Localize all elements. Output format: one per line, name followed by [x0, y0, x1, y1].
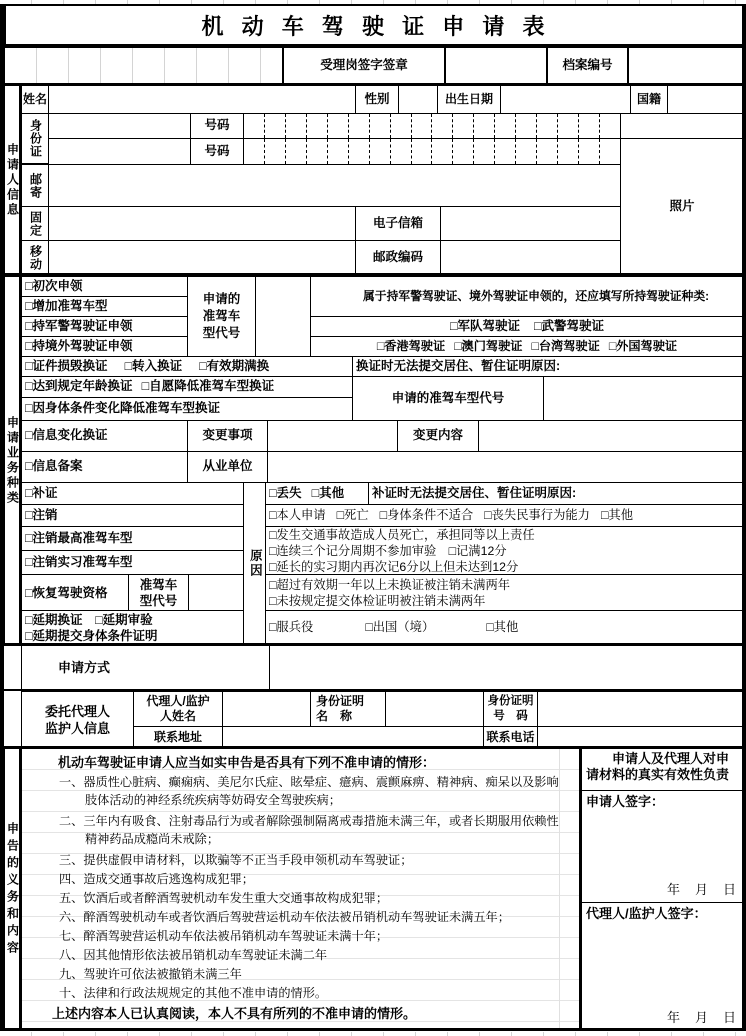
checkbox-option[interactable]: □延期换证 — [25, 612, 83, 627]
declaration-item: 三、提供虚假申请材料，以欺骗等不正当手段申领机动车驾驶证； — [59, 853, 413, 867]
birthdate-field[interactable] — [500, 85, 631, 114]
checkbox-option[interactable]: □延期提交身体条件证明 — [25, 628, 158, 643]
cancel-reason-options — [265, 504, 744, 527]
id-digit-cell[interactable] — [515, 114, 536, 138]
section-label-applicant-info: 申请人信息 — [4, 85, 21, 275]
mailing-address-field[interactable] — [48, 164, 621, 207]
email-label: 电子信箱 — [355, 206, 441, 241]
checkbox-option[interactable]: □丢失 — [269, 485, 302, 500]
id-digit-cell[interactable] — [599, 139, 620, 164]
gender-field[interactable] — [398, 85, 438, 114]
agent-id-number-label — [483, 691, 538, 727]
checkbox-option[interactable]: □补证 — [21, 482, 244, 505]
agent-id-name-line1: 身份证明 — [316, 694, 365, 708]
checkbox-option[interactable]: □未按规定提交体检证明被注销未满两年 — [269, 593, 486, 608]
checkbox-option[interactable]: □有效期满换 — [199, 358, 270, 373]
agent-id-name-line2: 名 称 — [316, 709, 353, 723]
loss-reason-note: 补证时无法提交居住、暂住证明原因: — [368, 482, 744, 505]
id-digit-cell[interactable] — [244, 139, 264, 164]
recover-code-label: 准驾车型代号 — [128, 574, 189, 611]
file-number-label: 档案编号 — [547, 47, 628, 85]
id-digit-cell[interactable] — [578, 139, 599, 164]
mobile-label: 移动 — [21, 240, 49, 275]
contact-phone-field[interactable] — [537, 726, 744, 748]
id-digit-cell[interactable] — [452, 139, 473, 164]
id-digit-cell[interactable] — [494, 114, 515, 138]
revoke-reason-lines — [265, 526, 744, 575]
exchange-code-field[interactable] — [543, 376, 744, 421]
file-number-field[interactable] — [628, 47, 744, 85]
checkbox-option[interactable]: □武警驾驶证 — [534, 318, 605, 333]
id-digit-cell[interactable] — [348, 114, 369, 138]
agent-section-line1: 委托代理人 — [44, 703, 110, 719]
checkbox-option[interactable]: □死亡 — [336, 507, 369, 522]
checkbox-option[interactable]: □增加准驾车型 — [21, 296, 188, 317]
employer-field[interactable] — [267, 451, 744, 483]
checkbox-option[interactable]: □初次申领 — [21, 276, 188, 297]
permitted-vehicle-code-label: 申请的准驾车型代号 — [187, 276, 256, 357]
id-number-label-1: 号码 — [190, 113, 244, 139]
id-digit-cell[interactable] — [390, 139, 411, 164]
exchange-code-label: 申请的准驾车型代号 — [352, 376, 544, 421]
checkbox-option[interactable]: □注销最高准驾车型 — [21, 526, 244, 551]
divider — [4, 1028, 744, 1031]
id-digit-cell[interactable] — [369, 139, 390, 164]
email-field[interactable] — [440, 206, 621, 241]
checkbox-option[interactable]: □注销实习准驾车型 — [21, 550, 244, 575]
id-digit-cell[interactable] — [244, 114, 264, 138]
landline-label: 固定 — [21, 206, 49, 241]
declaration-item: 十、法律和行政法规规定的其他不准申请的情形。 — [59, 986, 328, 1000]
agent-id-number-field[interactable] — [537, 691, 744, 727]
nationality-label: 国籍 — [630, 85, 668, 114]
defer-reason-options — [265, 610, 744, 645]
responsibility-note: 申请人及代理人对申请材料的真实有效性负责 — [580, 748, 744, 791]
change-content-field[interactable] — [478, 420, 744, 452]
mailing-address-label: 邮寄 — [21, 164, 49, 207]
declaration-item: 六、醉酒驾驶机动车或者饮酒后驾驶营运机动车依法被吊销机动车驾驶证未满五年； — [59, 910, 510, 924]
applicant-signature-box[interactable] — [580, 790, 744, 903]
id-digit-cell[interactable] — [515, 139, 536, 164]
agent-section-line2: 监护人信息 — [44, 720, 110, 736]
section-label-declaration: 申告的义务和内容 — [4, 748, 21, 1031]
agent-id-name-label — [310, 691, 386, 727]
regional-license-options — [310, 336, 744, 357]
military-license-options — [310, 316, 744, 337]
checkbox-option[interactable]: □本人申请 — [269, 507, 326, 522]
change-content-label: 变更内容 — [397, 420, 479, 452]
checkbox-option[interactable]: □超过有效期一年以上未换证被注销未满两年 — [269, 577, 511, 592]
foreign-license-note: 属于持军警驾驶证、境外驾驶证申领的，还应填写所持驾驶证种类: — [310, 276, 744, 317]
id-digit-cell[interactable] — [411, 114, 432, 138]
mobile-field[interactable] — [48, 240, 356, 275]
section-label-business-type: 申请业务种类 — [4, 276, 21, 645]
declaration-text — [21, 748, 580, 1031]
sheet-gridline-strip-bottom — [0, 1032, 746, 1036]
contact-address-label: 联系地址 — [133, 726, 223, 748]
id-digit-cell[interactable] — [264, 139, 285, 164]
photo-box[interactable]: 照片 — [620, 138, 744, 275]
id-digit-cell[interactable] — [494, 139, 515, 164]
page-title: 机 动 车 驾 驶 证 申 请 表 — [4, 4, 744, 47]
birthdate-label: 出生日期 — [437, 85, 501, 114]
defer-options-cell — [21, 610, 244, 645]
checkbox-option[interactable]: □自愿降低准驾车型换证 — [141, 379, 275, 394]
declaration-item: 一、器质性心脏病、癫痫病、美尼尔氏症、眩晕症、癔病、震颤麻痹、精神病、痴呆以及影响肢体活动的神经系统疾病等妨碍安全驾驶疾病； — [59, 775, 559, 807]
declaration-item: 八、因其他情形依法被吊销机动车驾驶证未满二年 — [59, 948, 328, 962]
id-digit-cell[interactable] — [557, 114, 578, 138]
checkbox-option[interactable]: □其他 — [486, 619, 519, 634]
checkbox-option[interactable]: □出国（境） — [365, 619, 435, 634]
id-digit-cell[interactable] — [536, 114, 557, 138]
id-type-field-2[interactable] — [48, 138, 191, 165]
id-digit-cell[interactable] — [431, 139, 452, 164]
checkbox-option[interactable]: □延长的实习期内再次记6分以上但未达到12分 — [269, 559, 519, 574]
checkbox-option[interactable]: □延期审验 — [95, 612, 153, 627]
sheet-gridline — [559, 749, 560, 1030]
date-line: 年 月 日 — [666, 1009, 737, 1025]
acceptor-signature-label: 受理岗签字签章 — [283, 47, 445, 85]
checkbox-option[interactable]: □其他 — [600, 507, 634, 522]
name-label: 姓名 — [21, 85, 49, 114]
checkbox-option[interactable]: □服兵役 — [269, 619, 314, 634]
contact-phone-label: 联系电话 — [483, 726, 538, 748]
gender-label: 性别 — [355, 85, 399, 114]
declaration-item: 九、驾驶许可依法被撤销未满三年 — [59, 967, 242, 981]
landline-field[interactable] — [48, 206, 356, 241]
declaration-item: 四、造成交通事故后逃逸构成犯罪； — [59, 872, 254, 886]
checkbox-option[interactable]: □澳门驾驶证 — [454, 338, 523, 353]
checkbox-option[interactable]: □军队驾驶证 — [449, 318, 520, 333]
checkbox-option[interactable]: □转入换证 — [124, 358, 183, 373]
id-digit-cell[interactable] — [390, 114, 411, 138]
contact-address-field[interactable] — [222, 726, 484, 748]
checkbox-option[interactable]: □其他 — [311, 485, 345, 500]
id-digit-cell[interactable] — [306, 139, 327, 164]
id-digit-cell[interactable] — [264, 114, 285, 138]
checkbox-option[interactable]: □连续三个记分周期不参加审验 □记满12分 — [269, 543, 507, 558]
photo-top-cell — [620, 113, 744, 139]
age-exchange-row — [21, 376, 353, 398]
exchange-reason-note: 换证时无法提交居住、暂住证明原因: — [352, 356, 744, 377]
declaration-closing: 上述内容本人已认真阅读，本人不具有所列的不准申请的情形。 — [52, 1006, 417, 1021]
id-digit-cell[interactable] — [285, 114, 306, 138]
checkbox-option[interactable]: □持境外驾驶证申领 — [21, 336, 188, 357]
id-card-label: 身份证 — [21, 113, 49, 164]
agent-name-label-line2: 人姓名 — [159, 709, 196, 723]
checkbox-option[interactable]: □外国驾驶证 — [608, 338, 678, 353]
exchange-options-row — [21, 356, 353, 377]
checkbox-option[interactable]: □丧失民事行为能力 — [484, 507, 590, 522]
id-digit-cell[interactable] — [473, 139, 494, 164]
apply-method-label: 申请方式 — [21, 645, 270, 691]
agent-name-label-line1: 代理人/监护 — [146, 694, 210, 708]
checkbox-option[interactable]: □台湾驾驶证 — [531, 338, 600, 353]
checkbox-option[interactable]: □因身体条件变化降低准驾车型换证 — [21, 397, 353, 421]
agent-signature-box[interactable] — [580, 902, 744, 1031]
id-digit-cell[interactable] — [536, 139, 557, 164]
postcode-field[interactable] — [440, 240, 621, 275]
outer-border-left — [0, 4, 4, 1031]
agent-name-label — [133, 691, 223, 727]
applicant-signature-label: 申请人签字： — [586, 794, 665, 809]
overdue-reason-lines — [265, 574, 744, 611]
declaration-item: 七、醉酒驾驶营运机动车依法被吊销机动车驾驶证未满十年； — [59, 929, 389, 943]
id-number-digit-cells-2[interactable] — [243, 138, 621, 165]
checkbox-option[interactable]: □持军警驾驶证申领 — [21, 316, 188, 337]
recover-code-field[interactable] — [188, 574, 244, 611]
checkbox-option[interactable]: □信息变化换证 — [21, 420, 188, 452]
checkbox-option[interactable]: □注销 — [21, 504, 244, 527]
reason-column-label: 原因 — [243, 482, 266, 645]
change-item-field[interactable] — [267, 420, 398, 452]
agent-id-number-line1: 身份证明 — [487, 695, 534, 707]
id-digit-cell[interactable] — [411, 139, 432, 164]
declaration-heading: 机动车驾驶证申请人应当如实申告是否具有下列不准申请的情形： — [58, 755, 436, 770]
id-digit-cell[interactable] — [327, 139, 348, 164]
id-digit-cell[interactable] — [473, 114, 494, 138]
id-type-field-1[interactable] — [48, 113, 191, 139]
agent-id-number-line2: 号 码 — [493, 710, 528, 722]
checkbox-option[interactable]: □香港驾驶证 — [376, 338, 446, 353]
id-digit-cell[interactable] — [369, 114, 390, 138]
apply-method-field[interactable] — [269, 645, 744, 691]
date-line: 年 月 日 — [666, 881, 737, 897]
id-digit-cell[interactable] — [578, 114, 599, 138]
checkbox-option[interactable]: □达到规定年龄换证 — [25, 379, 133, 394]
id-digit-cell[interactable] — [431, 114, 452, 138]
outer-border-right — [742, 4, 746, 1031]
declaration-item: 五、饮酒后或者醉酒驾驶机动车发生重大交通事故构成犯罪； — [59, 891, 389, 905]
agent-signature-label: 代理人/监护人签字： — [586, 906, 707, 921]
header-empty-grid — [4, 47, 283, 85]
declaration-item: 二、三年内有吸食、注射毒品行为或者解除强制隔离戒毒措施未满三年，或者长期服用依赖性精神药品成瘾尚未戒除； — [59, 814, 559, 846]
loss-options — [265, 482, 369, 505]
acceptor-signature-field[interactable] — [445, 47, 547, 85]
agent-name-field[interactable] — [222, 691, 311, 727]
id-digit-cell[interactable] — [348, 139, 369, 164]
agent-id-name-field[interactable] — [385, 691, 484, 727]
id-digit-cell[interactable] — [285, 139, 306, 164]
employer-label: 从业单位 — [187, 451, 268, 483]
id-digit-cell[interactable] — [306, 114, 327, 138]
checkbox-option[interactable]: □恢复驾驶资格 — [21, 574, 129, 611]
nationality-field[interactable] — [667, 85, 744, 114]
permitted-vehicle-code-field[interactable] — [255, 276, 311, 357]
checkbox-option[interactable]: □身体条件不适合 — [379, 507, 474, 522]
id-number-label-2: 号码 — [190, 138, 244, 165]
postcode-label: 邮政编码 — [355, 240, 441, 275]
change-item-label: 变更事项 — [187, 420, 268, 452]
id-digit-cell[interactable] — [327, 114, 348, 138]
id-digit-cell[interactable] — [599, 114, 620, 138]
checkbox-option[interactable]: □证件损毁换证 — [25, 358, 108, 373]
agent-section-label — [21, 691, 134, 748]
checkbox-option[interactable]: □信息备案 — [21, 451, 188, 483]
name-field[interactable] — [48, 85, 356, 114]
id-digit-cell[interactable] — [557, 139, 578, 164]
id-digit-cell[interactable] — [452, 114, 473, 138]
id-number-digit-cells-1[interactable] — [243, 113, 621, 139]
checkbox-option[interactable]: □发生交通事故造成人员死亡，承担同等以上责任 — [269, 527, 535, 542]
